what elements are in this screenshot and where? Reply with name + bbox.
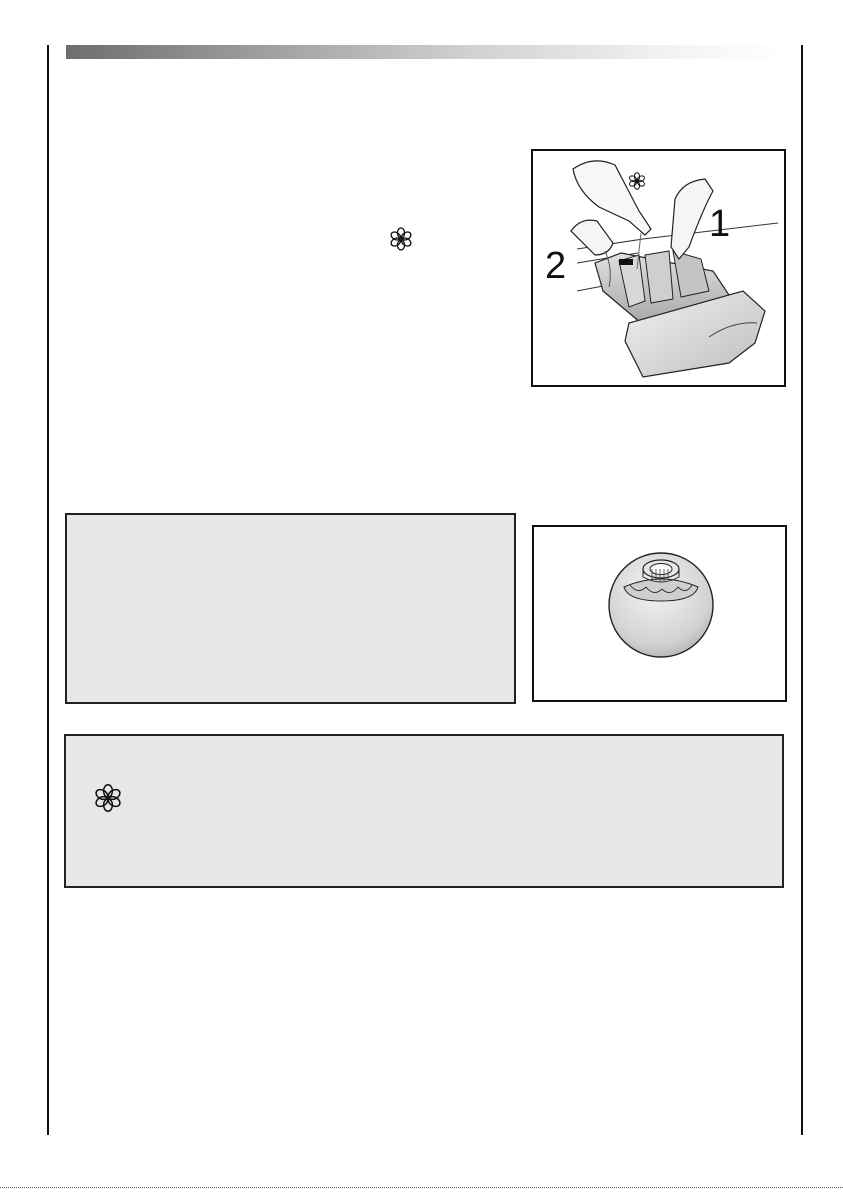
right-margin-line	[801, 45, 803, 1135]
softener-flower-icon	[92, 782, 124, 814]
dosing-ball-figure	[532, 525, 787, 702]
dispenser-drawer-illustration	[533, 151, 784, 385]
compartment-label-2: 2	[545, 245, 567, 287]
dosing-ball	[534, 527, 785, 700]
left-margin-line	[47, 45, 49, 1135]
compartment-label-1: 1	[709, 203, 731, 245]
header-gradient-bar	[66, 45, 786, 59]
softener-note-box	[64, 734, 784, 888]
note-box	[65, 513, 516, 704]
bottom-dotted-line	[0, 1187, 843, 1188]
dispenser-figure	[531, 149, 786, 387]
softener-flower-icon	[388, 226, 414, 252]
